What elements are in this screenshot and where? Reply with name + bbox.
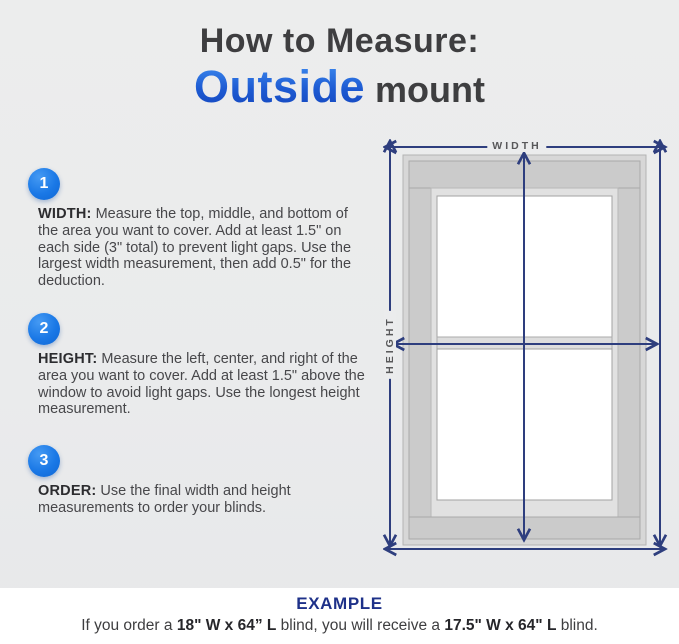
width-dimension-label: WIDTH xyxy=(487,140,546,152)
step-number-badge: 1 xyxy=(28,168,60,200)
step-height xyxy=(28,313,373,418)
step-order-text xyxy=(38,483,370,517)
example-ordered-size: 18" W x 64” L xyxy=(176,617,277,634)
example-sentence xyxy=(0,617,679,635)
step-height-body: Measure the left, center, and right of the area you want to cover. Add at least 1.5" above the window to avoid light gaps. Use the longest height measurement. xyxy=(38,351,365,418)
example-heading: EXAMPLE xyxy=(296,594,383,613)
step-width xyxy=(28,168,373,290)
title-line1: How to Measure: xyxy=(199,22,480,60)
step-height-text xyxy=(38,351,370,418)
step-width-label: WIDTH: xyxy=(38,206,92,222)
step-width-body: Measure the top, middle, and bottom of the area you want to cover. Add at least 1.5" on each side (3" total) to prevent light gaps. Use the largest width measurement, then add 0.5" for the deduction. xyxy=(38,206,352,290)
example-middle: blind, you will receive a xyxy=(276,617,445,634)
step-height-label: HEIGHT: xyxy=(38,351,98,367)
example-suffix: blind. xyxy=(556,617,598,634)
height-dimension-label: HEIGHT xyxy=(384,311,396,379)
window-left-jamb xyxy=(409,188,431,517)
page-title xyxy=(0,24,679,110)
step-order-body: Use the final width and height measurements to order your blinds. xyxy=(38,483,291,516)
window-right-jamb xyxy=(618,188,640,517)
step-order-label: ORDER: xyxy=(38,483,97,499)
example-received-size: 17.5" W x 64" L xyxy=(444,617,557,634)
step-number-badge: 3 xyxy=(28,445,60,477)
example-footer xyxy=(0,588,679,644)
window-measurement-diagram xyxy=(375,128,675,575)
step-width-text xyxy=(38,206,370,290)
window-diagram-svg xyxy=(375,128,675,575)
example-prefix: If you order a xyxy=(81,617,177,634)
title-line2 xyxy=(0,60,679,112)
title-mount-type: Outside xyxy=(193,60,366,112)
step-order xyxy=(28,445,373,517)
step-number-badge: 2 xyxy=(28,313,60,345)
title-mount-word: mount xyxy=(365,68,485,110)
